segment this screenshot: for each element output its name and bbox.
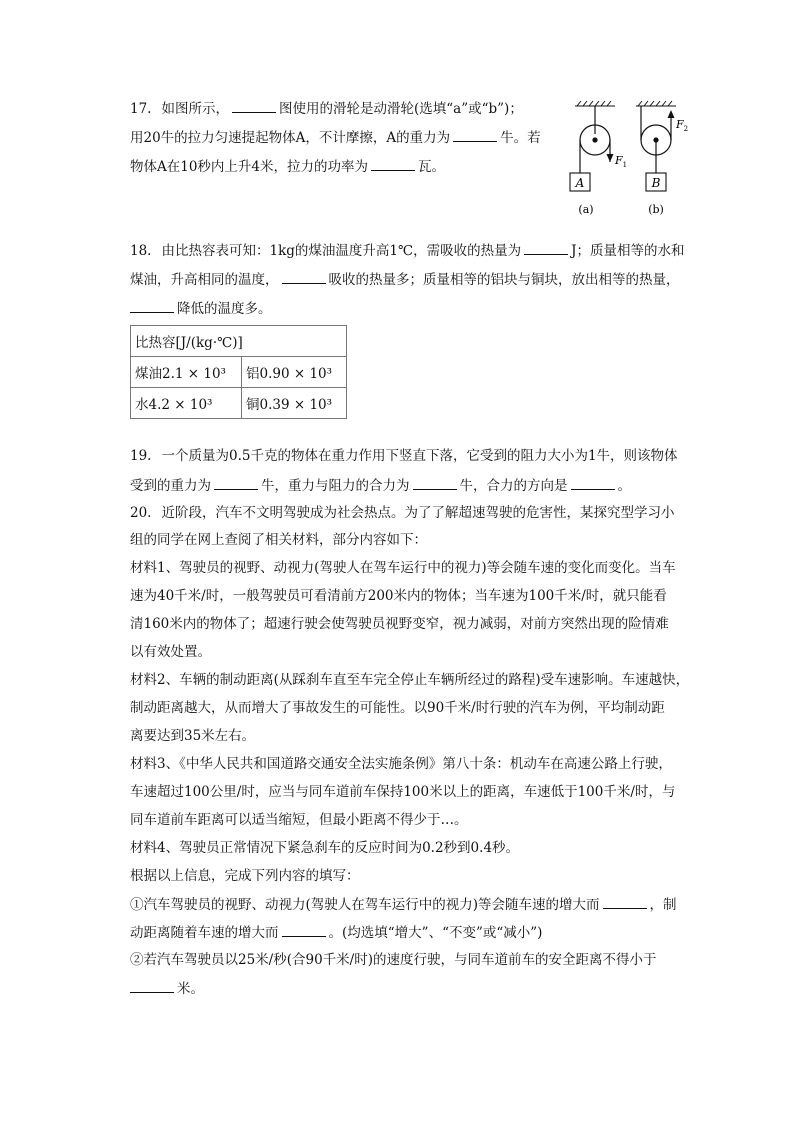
block-a-label: A xyxy=(575,176,585,190)
q19-line-2 xyxy=(130,475,631,496)
q20-answer-line-3: ②若汽车驾驶员以25米/秒(合90千米/时)的速度行驶，与同车道前车的安全距离不得小于 xyxy=(130,952,657,968)
q20-line: 材料4、驾驶员正常情况下紧急刹车的反应时间为0.2秒到0.4秒。 xyxy=(130,840,520,856)
q20-number: 20. xyxy=(130,505,152,521)
q20-text: 近阶段，汽车不文明驾驶成为社会热点。为了了解超速驾驶的危害性，某探究型学习小 xyxy=(161,505,675,521)
block-b-label: B xyxy=(651,176,661,190)
specific-heat-table xyxy=(130,325,347,419)
q20-text: 动距离随着车速的增大而 xyxy=(130,925,279,941)
answer-blank[interactable] xyxy=(571,475,615,490)
force-label-f2: $F_2$ xyxy=(676,118,688,133)
q19-number: 19. xyxy=(130,448,152,464)
q20-text: 。(均选填“增大”、“不变”或“减小”) xyxy=(328,925,543,941)
q17-text: 瓦。 xyxy=(418,159,446,175)
q19-text: 牛，重力与阻力的合力为 xyxy=(261,478,410,494)
q20-line: 材料3、《中华人民共和国道路交通安全法实施条例》第八十条：机动车在高速公路上行驶， xyxy=(130,756,672,772)
answer-blank[interactable] xyxy=(371,156,415,171)
q18-line-1 xyxy=(130,240,685,261)
answer-blank[interactable] xyxy=(524,240,568,255)
q20-line: 材料2、车辆的制动距离(从踩刹车直至车完全停止车辆所经过的路程)受车速影响。车速越快， xyxy=(130,672,690,688)
q20-line: 根据以上信息，完成下列内容的填写： xyxy=(130,868,360,884)
q20-line: 清160米内的物体了；超速行驶会使驾驶员视野变窄，视力减弱，对前方突然出现的险情难 xyxy=(130,616,669,632)
q19-text: 一个质量为0.5千克的物体在重力作用下竖直下落，它受到的阻力大小为1牛，则该物体 xyxy=(161,448,678,464)
q17-line-1 xyxy=(130,98,523,119)
ceiling-a xyxy=(575,101,615,106)
q17-number: 17. xyxy=(130,101,152,117)
q20-line: 车速超过100公里/时，应当与同车道前车保持100米以上的距离，车速低于100千米/时，与 xyxy=(130,784,676,800)
q20-answer-line-1 xyxy=(130,894,677,915)
table-row xyxy=(131,388,347,419)
q20-text: 米。 xyxy=(177,981,204,997)
table-cell: 水4.2 × 10³ xyxy=(131,388,242,419)
q17-text: 图使用的滑轮是动滑轮(选填“a”或“b”)； xyxy=(278,101,523,117)
q20-line: 速为40千米/时，一般驾驶员可看清前方200米内的物体；当车速为100千米/时，就只能看 xyxy=(130,588,667,604)
q20-line-1 xyxy=(130,503,674,523)
answer-blank[interactable] xyxy=(214,475,258,490)
q20-text: ，制 xyxy=(649,897,677,913)
table-row xyxy=(131,357,347,388)
q18-text: 煤油，升高相同的温度， xyxy=(130,272,279,288)
q18-line-3 xyxy=(130,298,272,319)
q20-answer-line-4 xyxy=(130,978,204,999)
pulley-diagram xyxy=(558,100,688,220)
arrow-f1 xyxy=(607,154,614,162)
answer-blank[interactable] xyxy=(232,98,276,113)
table-cell: 铝0.90 × 10³ xyxy=(242,357,347,388)
table-cell: 煤油2.1 × 10³ xyxy=(131,357,242,388)
q18-text: 降低的温度多。 xyxy=(177,301,272,317)
answer-blank[interactable] xyxy=(603,894,647,909)
q20-line: 离要达到35米左右。 xyxy=(130,728,256,744)
q17-text: 牛。若 xyxy=(500,130,541,146)
force-label-f1: $F_1$ xyxy=(615,154,628,169)
table-header: 比热容[J/(kg·℃)] xyxy=(131,326,347,357)
table-cell: 铜0.39 × 10³ xyxy=(242,388,347,419)
q20-line: 同车道前车距离可以适当缩短，但最小距离不得少于…。 xyxy=(130,812,468,828)
q20-line: 制动距离越大，从而增大了事故发生的可能性。以90千米/时行驶的汽车为例，平均制动距 xyxy=(130,700,665,716)
q17-line-2 xyxy=(130,127,541,148)
pulley-b xyxy=(641,106,671,173)
q17-text: 用20牛的拉力匀速提起物体A，不计摩擦，A的重力为 xyxy=(130,130,451,146)
q19-text: 受到的重力为 xyxy=(130,478,211,494)
q20-text: ①汽车驾驶员的视野、动视力(驾驶人在驾车运行中的视力)等会随车速的增大而 xyxy=(130,897,600,913)
q17-text: 物体A在10秒内上升4米，拉力的功率为 xyxy=(130,159,369,175)
q17-text: 如图所示， xyxy=(161,101,229,117)
q18-text: J；质量相等的水和 xyxy=(571,243,685,259)
q17-line-3 xyxy=(130,156,445,177)
q20-line: 组的同学在网上查阅了相关材料，部分内容如下： xyxy=(130,532,427,548)
table-header-row xyxy=(131,326,347,357)
caption-a: (a) xyxy=(578,203,594,216)
answer-blank[interactable] xyxy=(130,978,174,993)
q19-text: 。 xyxy=(617,478,631,494)
q18-number: 18. xyxy=(130,243,152,259)
answer-blank[interactable] xyxy=(282,269,326,284)
q18-line-2 xyxy=(130,269,680,290)
pulley-a xyxy=(580,106,610,173)
q20-line: 以有效处置。 xyxy=(130,644,211,660)
answer-blank[interactable] xyxy=(453,127,497,142)
q18-text: 由比热容表可知：1kg的煤油温度升高1℃，需吸收的热量为 xyxy=(161,243,522,259)
caption-b: (b) xyxy=(648,203,664,216)
ceiling-b xyxy=(636,101,676,106)
q18-text: 吸收的热量多；质量相等的铝块与铜块，放出相等的热量， xyxy=(328,272,680,288)
q20-line: 材料1、驾驶员的视野、动视力(驾驶人在驾车运行中的视力)等会随车速的变化而变化。当车 xyxy=(130,560,676,576)
q19-line-1 xyxy=(130,446,678,466)
q19-text: 牛，合力的方向是 xyxy=(459,478,568,494)
q20-answer-line-2 xyxy=(130,922,542,943)
answer-blank[interactable] xyxy=(130,298,174,313)
answer-blank[interactable] xyxy=(282,922,326,937)
arrow-f2 xyxy=(668,110,675,118)
answer-blank[interactable] xyxy=(413,475,457,490)
